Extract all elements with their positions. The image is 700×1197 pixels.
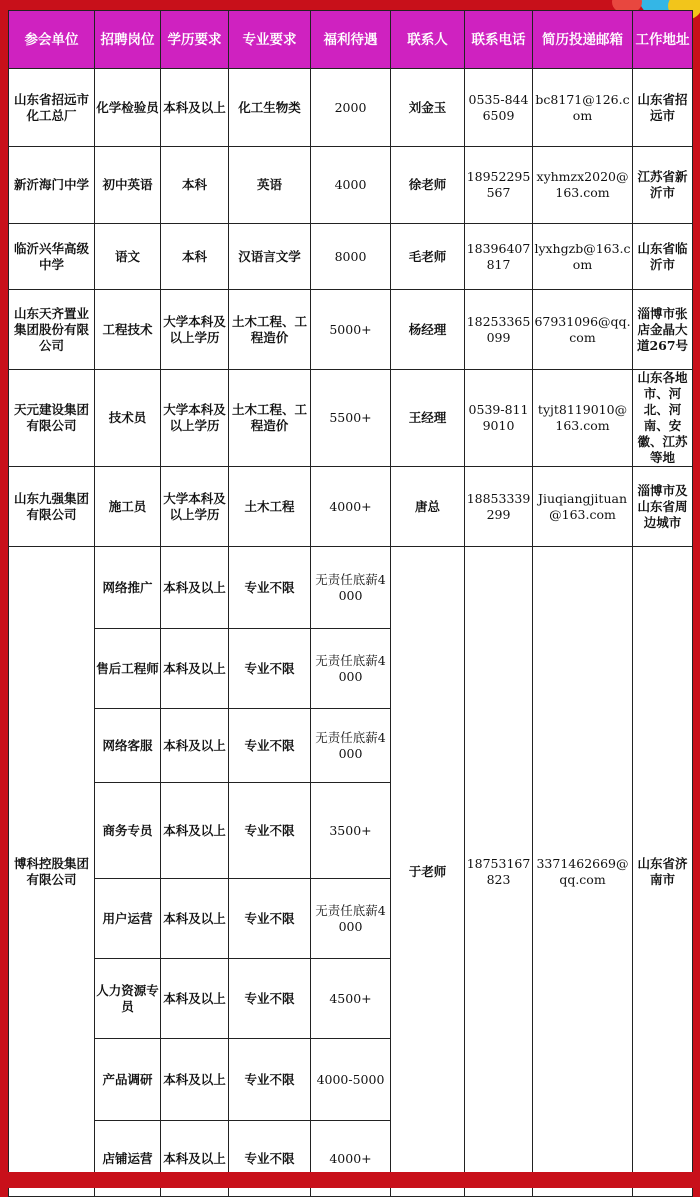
table-row [9, 290, 693, 370]
table-row [9, 69, 693, 147]
salary-cell: 8000 [311, 224, 391, 290]
bottom-border [0, 1172, 700, 1188]
major-cell: 专业不限 [229, 709, 311, 783]
salary-cell: 4000+ [311, 1121, 391, 1197]
education-cell: 本科及以上 [161, 709, 229, 783]
education-cell: 大学本科及以上学历 [161, 290, 229, 370]
position-cell: 店铺运营 [95, 1121, 161, 1197]
table-row [9, 370, 693, 467]
email-cell: 67931096@qq.com [533, 290, 633, 370]
group-phone-cell: 18753167823 [465, 547, 533, 1197]
company-cell: 新沂海门中学 [9, 147, 95, 224]
salary-cell: 2000 [311, 69, 391, 147]
header-major: 专业要求 [229, 11, 311, 69]
salary-cell: 4500+ [311, 959, 391, 1039]
salary-cell: 4000+ [311, 467, 391, 547]
email-cell: bc8171@126.com [533, 69, 633, 147]
group-company-cell: 博科控股集团有限公司 [9, 547, 95, 1197]
major-cell: 英语 [229, 147, 311, 224]
education-cell: 本科及以上 [161, 547, 229, 629]
table-row [9, 147, 693, 224]
address-cell: 山东省招远市 [633, 69, 693, 147]
email-cell: tyjt8119010@163.com [533, 370, 633, 467]
position-cell: 人力资源专员 [95, 959, 161, 1039]
major-cell: 专业不限 [229, 547, 311, 629]
address-cell: 淄博市及山东省周边城市 [633, 467, 693, 547]
contact-cell: 毛老师 [391, 224, 465, 290]
position-cell: 网络客服 [95, 709, 161, 783]
header-company: 参会单位 [9, 11, 95, 69]
major-cell: 化工生物类 [229, 69, 311, 147]
education-cell: 本科 [161, 224, 229, 290]
major-cell: 专业不限 [229, 1121, 311, 1197]
email-cell: lyxhgzb@163.com [533, 224, 633, 290]
address-cell: 江苏省新沂市 [633, 147, 693, 224]
major-cell: 土木工程 [229, 467, 311, 547]
position-cell: 施工员 [95, 467, 161, 547]
group-address-cell: 山东省济南市 [633, 547, 693, 1197]
header-contact: 联系人 [391, 11, 465, 69]
position-cell: 产品调研 [95, 1039, 161, 1121]
major-cell: 土木工程、工程造价 [229, 290, 311, 370]
salary-cell: 5500+ [311, 370, 391, 467]
contact-cell: 王经理 [391, 370, 465, 467]
phone-cell: 0539-8119010 [465, 370, 533, 467]
company-cell: 山东天齐置业集团股份有限公司 [9, 290, 95, 370]
table-header-row [9, 11, 693, 69]
company-cell: 临沂兴华高级中学 [9, 224, 95, 290]
phone-cell: 18396407817 [465, 224, 533, 290]
position-cell: 技术员 [95, 370, 161, 467]
contact-cell: 唐总 [391, 467, 465, 547]
education-cell: 大学本科及以上学历 [161, 467, 229, 547]
education-cell: 本科及以上 [161, 783, 229, 879]
salary-cell: 4000 [311, 147, 391, 224]
education-cell: 本科及以上 [161, 959, 229, 1039]
education-cell: 大学本科及以上学历 [161, 370, 229, 467]
table-row [9, 467, 693, 547]
address-cell: 山东各地市、河北、河南、安徽、江苏等地 [633, 370, 693, 467]
salary-cell: 3500+ [311, 783, 391, 879]
education-cell: 本科及以上 [161, 629, 229, 709]
position-cell: 售后工程师 [95, 629, 161, 709]
table-row [9, 547, 693, 629]
education-cell: 本科及以上 [161, 1121, 229, 1197]
group-email-cell: 3371462669@qq.com [533, 547, 633, 1197]
header-salary: 福利待遇 [311, 11, 391, 69]
header-position: 招聘岗位 [95, 11, 161, 69]
education-cell: 本科及以上 [161, 1039, 229, 1121]
major-cell: 土木工程、工程造价 [229, 370, 311, 467]
salary-cell: 无责任底薪4000 [311, 879, 391, 959]
contact-cell: 杨经理 [391, 290, 465, 370]
contact-cell: 刘金玉 [391, 69, 465, 147]
position-cell: 工程技术 [95, 290, 161, 370]
major-cell: 专业不限 [229, 629, 311, 709]
company-cell: 山东九强集团有限公司 [9, 467, 95, 547]
major-cell: 专业不限 [229, 1039, 311, 1121]
phone-cell: 18952295567 [465, 147, 533, 224]
header-email: 简历投递邮箱 [533, 11, 633, 69]
company-cell: 山东省招远市化工总厂 [9, 69, 95, 147]
position-cell: 用户运营 [95, 879, 161, 959]
phone-cell: 18853339299 [465, 467, 533, 547]
position-cell: 语文 [95, 224, 161, 290]
salary-cell: 无责任底薪4000 [311, 709, 391, 783]
phone-cell: 0535-8446509 [465, 69, 533, 147]
address-cell: 淄博市张店金晶大道267号 [633, 290, 693, 370]
salary-cell: 5000+ [311, 290, 391, 370]
phone-cell: 18253365099 [465, 290, 533, 370]
education-cell: 本科及以上 [161, 69, 229, 147]
position-cell: 商务专员 [95, 783, 161, 879]
contact-cell: 徐老师 [391, 147, 465, 224]
position-cell: 化学检验员 [95, 69, 161, 147]
major-cell: 专业不限 [229, 783, 311, 879]
table-row [9, 224, 693, 290]
header-address: 工作地址 [633, 11, 693, 69]
email-cell: Jiuqiangjituan@163.com [533, 467, 633, 547]
group-contact-cell: 于老师 [391, 547, 465, 1197]
recruitment-table [8, 10, 693, 1197]
salary-cell: 无责任底薪4000 [311, 547, 391, 629]
salary-cell: 无责任底薪4000 [311, 629, 391, 709]
major-cell: 专业不限 [229, 879, 311, 959]
email-cell: xyhmzx2020@163.com [533, 147, 633, 224]
address-cell: 山东省临沂市 [633, 224, 693, 290]
salary-cell: 4000-5000 [311, 1039, 391, 1121]
header-education: 学历要求 [161, 11, 229, 69]
header-phone: 联系电话 [465, 11, 533, 69]
major-cell: 汉语言文学 [229, 224, 311, 290]
company-cell: 天元建设集团有限公司 [9, 370, 95, 467]
major-cell: 专业不限 [229, 959, 311, 1039]
education-cell: 本科及以上 [161, 879, 229, 959]
position-cell: 网络推广 [95, 547, 161, 629]
education-cell: 本科 [161, 147, 229, 224]
position-cell: 初中英语 [95, 147, 161, 224]
